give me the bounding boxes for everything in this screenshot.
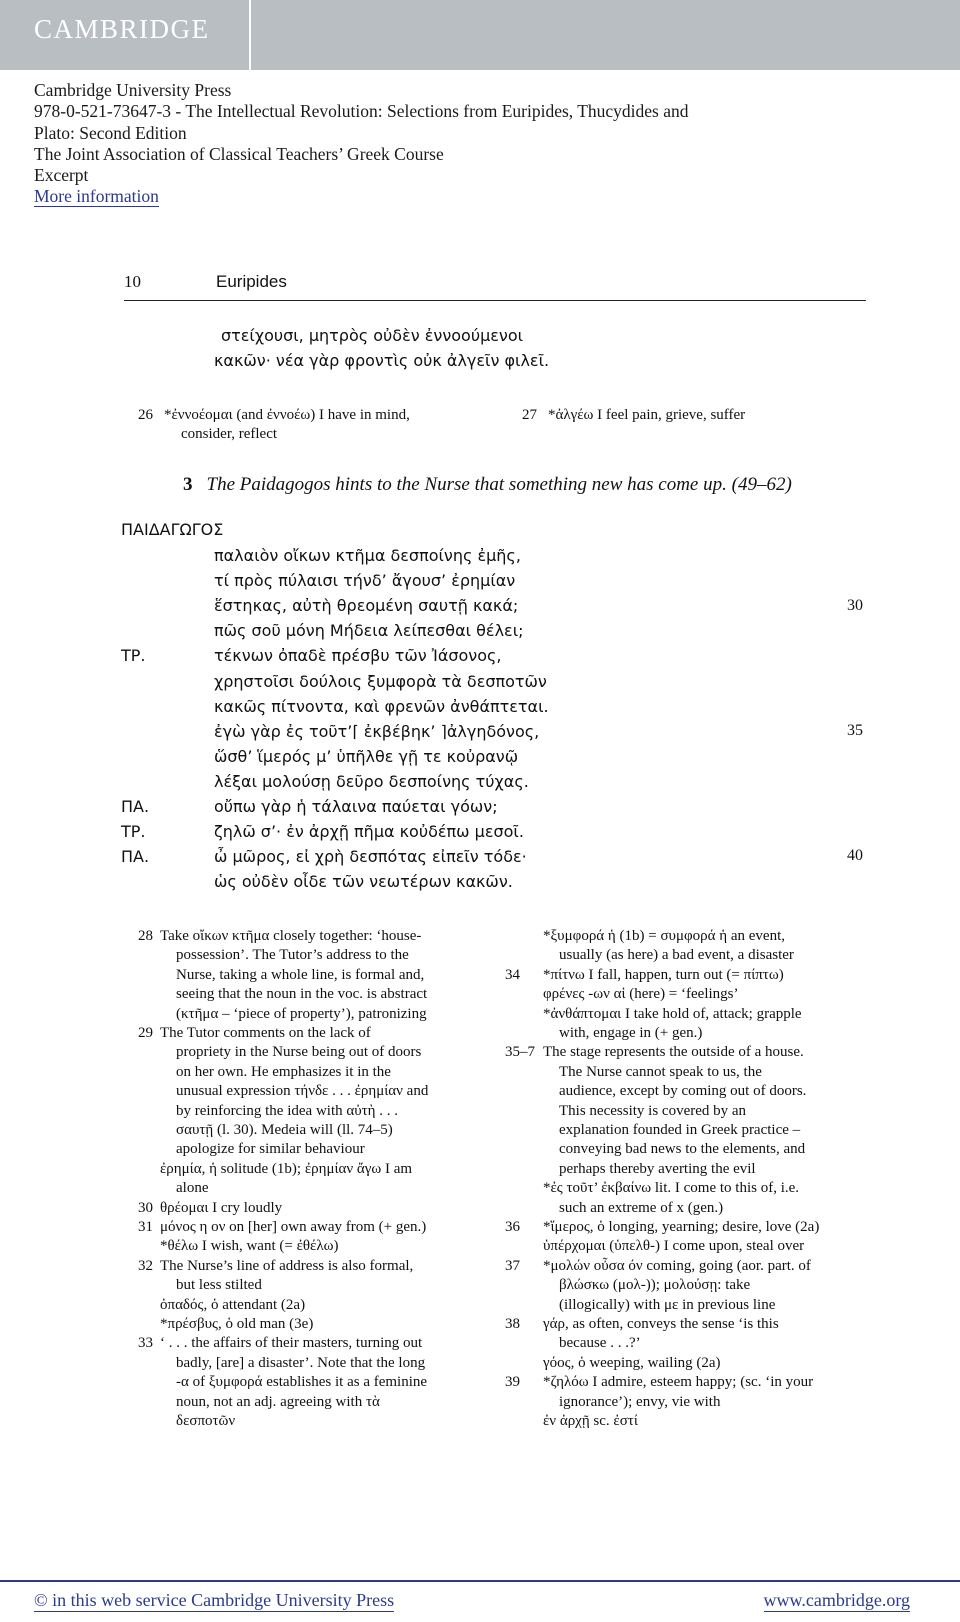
- note-text: noun, not an adj. agreeing with τὰ: [176, 1393, 380, 1410]
- note-text: The Nurse’s line of address is also formal,: [160, 1257, 414, 1274]
- note-text: apologize for similar behaviour: [176, 1141, 365, 1158]
- note-text: ὀπαδός, ὁ attendant (2a): [160, 1296, 306, 1313]
- line-number: 30: [847, 597, 863, 614]
- section-heading: 3 The Paidagogos hints to the Nurse that something new has come up. (49–62): [183, 474, 792, 495]
- note-text: *ἵμερος, ὁ longing, yearning; desire, love (2a): [543, 1219, 820, 1235]
- book-metadata: [34, 80, 689, 208]
- note-text: γάρ, as often, conveys the sense ‘is this: [543, 1316, 779, 1332]
- note-text: possession’. The Tutor’s address to the: [176, 947, 409, 964]
- isbn-title: 978-0-521-73647-3 - The Intellectual Revolution: Selections from Euripides, Thucydides and: [34, 101, 689, 122]
- publisher: Cambridge University Press: [34, 80, 232, 100]
- note-text: The Tutor comments on the lack of: [160, 1025, 371, 1041]
- note-number: 39: [505, 1374, 520, 1391]
- speaker-paidagogos: ΠΑ.: [121, 797, 150, 816]
- copyright-link[interactable]: © in this web service Cambridge University Press: [34, 1590, 395, 1610]
- footer-rule: [0, 1580, 960, 1582]
- note-number: 34: [505, 966, 520, 983]
- note-text: βλώσκω (μολ-)); μολούσῃ: take: [559, 1277, 751, 1294]
- note-text: μόνος η ον on [her] own away from (+ gen.): [160, 1219, 427, 1235]
- note-text: audience, except by coming out of doors.: [559, 1083, 807, 1100]
- verse-line: χρηστοῖσι δούλοις ξυμφορὰ τὰ δεσποτῶν: [214, 671, 547, 691]
- note-text: *ζηλόω I admire, esteem happy; (sc. ‘in your: [543, 1374, 814, 1391]
- note-text: seeing that the noun in the voc. is abstract: [176, 986, 428, 1003]
- note-text: This necessity is covered by an: [559, 1102, 747, 1119]
- note-text: usually (as here) a bad event, a disaster: [559, 947, 794, 964]
- note-number: 31: [138, 1219, 153, 1235]
- note-text: on her own. He emphasizes it in the: [176, 1063, 391, 1080]
- speaker-paidagogos: ΠΑ.: [121, 847, 150, 866]
- running-head: [124, 272, 866, 301]
- verse-line: κακῶς πίτνοντα, καὶ φρενῶν ἀνθάπτεται.: [214, 696, 549, 716]
- verse-line: οὔπω γὰρ ἡ τάλαινα παύεται γόων;: [214, 797, 498, 816]
- note-text: ἐρημία, ἡ solitude (1b); ἐρημίαν ἄγω I am: [160, 1160, 413, 1177]
- note-text: with, engage in (+ gen.): [559, 1025, 703, 1041]
- verse-line: τέκνων ὀπαδὲ πρέσβυ τῶν Ἰάσονος,: [214, 646, 502, 666]
- note-text: but less stilted: [176, 1277, 262, 1294]
- verse-line: τί πρὸς πύλαισι τήνδ’ ἄγουσ’ ἐρημίαν: [214, 571, 516, 591]
- verse-line: ὦ μῶρος, εἰ χρὴ δεσπότας εἰπεῖν τόδε·: [214, 847, 527, 867]
- speaker-trophos: ΤΡ.: [121, 646, 146, 665]
- verse-line: λέξαι μολούσῃ δεῦρο δεσποίνης τύχας.: [214, 771, 529, 791]
- note-text: *πρέσβυς, ὁ old man (3e): [160, 1316, 314, 1332]
- note-26: 26 *ἐννοέομαι (and ἐννοέω) I have in mind, consider, reflect: [138, 407, 410, 443]
- note-number: 37: [505, 1257, 520, 1274]
- note-text: ignorance’); envy, vie with: [559, 1393, 721, 1410]
- verse-line: παλαιὸν οἴκων κτῆμα δεσποίνης ἐμῆς,: [214, 546, 521, 565]
- note-text: (illogically) with με in previous line: [559, 1296, 776, 1313]
- note-text: because . . .?’: [559, 1335, 641, 1352]
- note-number: 38: [505, 1316, 520, 1332]
- note-number: 28: [138, 928, 153, 944]
- note-text: -α of ξυμφορά establishes it as a feminine: [176, 1374, 428, 1391]
- note-text: perhaps thereby averting the evil: [559, 1160, 756, 1177]
- note-text: Nurse, taking a whole line, is formal and,: [176, 966, 425, 983]
- note-number: 30: [138, 1199, 153, 1216]
- note-text: γόος, ὁ weeping, wailing (2a): [543, 1354, 721, 1371]
- note-text: such an extreme of x (gen.): [559, 1199, 724, 1216]
- verse-line: πῶς σοῦ μόνη Μήδεια λείπεσθαι θέλει;: [214, 621, 524, 641]
- note-text: *ἐς τοῦτ’ ἐκβαίνω lit. I come to this of, i.e.: [543, 1180, 800, 1197]
- note-text: conveying bad news to the elements, and: [559, 1141, 806, 1158]
- note-text: ὑπέρχομαι (ὑπελθ-) I come upon, steal over: [543, 1238, 805, 1255]
- cambridge-logo: CAMBRIDGE: [34, 14, 210, 44]
- note-text: The stage represents the outside of a house.: [543, 1044, 804, 1061]
- more-information-link[interactable]: More information: [34, 186, 159, 207]
- intro-verse: κακῶν· νέα γὰρ φροντὶς οὐκ ἀλγεῖν φιλεῖ.: [214, 351, 550, 370]
- speaker-paidagogos: ΠΑΙΔΑΓΩΓΟΣ: [121, 520, 224, 539]
- note-text: δεσποτῶν: [176, 1413, 236, 1429]
- header-divider: [249, 0, 251, 70]
- intro-verse: στείχουσι, μητρὸς οὐδὲν ἐννοούμενοι: [221, 326, 524, 345]
- verse-line: ἐγὼ γὰρ ἐς τοῦτ’⌈ ἐκβέβηκ’ ⌉ἀλγηδόνος,: [214, 721, 540, 741]
- note-text: *μολών οὖσα όν coming, going (aor. part. of: [543, 1257, 811, 1274]
- verse-line: ὥσθ’ ἵμερός μ’ ὑπῆλθε γῇ τε κοὐρανῷ: [214, 746, 519, 766]
- note-number: 36: [505, 1219, 520, 1235]
- footer: [0, 1580, 960, 1622]
- note-text: unusual expression τήνδε . . . ἐρημίαν and: [176, 1083, 429, 1100]
- header-band: [0, 0, 960, 70]
- line-number: 35: [847, 722, 863, 739]
- line-number: 40: [847, 847, 863, 864]
- excerpt-label: Excerpt: [34, 165, 89, 186]
- note-text: *θέλω I wish, want (= ἐθέλω): [160, 1238, 339, 1255]
- note-text: propriety in the Nurse being out of doors: [176, 1044, 422, 1061]
- note-number: 29: [138, 1025, 153, 1041]
- verse-line: ἕστηκας, αὐτὴ θρεομένη σαυτῇ κακά;: [214, 596, 519, 616]
- note-text: *ἀνθάπτομαι I take hold of, attack; grapple: [543, 1005, 802, 1022]
- title-continued: Plato: Second Edition: [34, 122, 187, 143]
- note-text: by reinforcing the idea with αὐτὴ . . .: [176, 1102, 399, 1119]
- verse-line: ὡς οὐδὲν οἶδε τῶν νεωτέρων κακῶν.: [214, 872, 513, 892]
- note-text: ‘ . . . the affairs of their masters, turning out: [160, 1335, 423, 1352]
- page-number: 10: [124, 272, 141, 291]
- running-title: Euripides: [216, 272, 287, 291]
- note-text: *πίτνω I fall, happen, turn out (= πίπτω): [543, 966, 784, 983]
- note-text: Take οἴκων κτῆμα closely together: ‘house-: [160, 928, 422, 944]
- website-link[interactable]: www.cambridge.org: [763, 1590, 910, 1610]
- note-text: explanation founded in Greek practice –: [559, 1122, 801, 1138]
- note-text: θρέομαι I cry loudly: [160, 1199, 283, 1216]
- note-text: The Nurse cannot speak to us, the: [559, 1063, 762, 1080]
- note-text: *ξυμφορά ἡ (1b) = συμφορά ἡ an event,: [543, 928, 785, 944]
- note-number: 35–7: [505, 1044, 535, 1061]
- author: The Joint Association of Classical Teachers’ Greek Course: [34, 143, 444, 164]
- note-text: (κτῆμα – ‘piece of property’), patronizing: [176, 1005, 427, 1022]
- note-text: badly, [are] a disaster’. Note that the long: [176, 1354, 426, 1371]
- note-text: φρένες -ων αἱ (here) = ‘feelings’: [543, 986, 739, 1003]
- verse-line: ζηλῶ σ’· ἐν ἀρχῇ πῆμα κοὐδέπω μεσοῖ.: [214, 822, 524, 842]
- speaker-trophos: ΤΡ.: [121, 822, 146, 841]
- note-number: 33: [138, 1335, 153, 1352]
- note-number: 32: [138, 1257, 153, 1274]
- note-text: ἐν ἀρχῇ sc. ἐστί: [543, 1413, 638, 1429]
- note-text: alone: [176, 1180, 209, 1197]
- note-text: σαυτῇ (l. 30). Medeia will (ll. 74–5): [176, 1122, 393, 1138]
- note-27: 27 *ἀλγέω I feel pain, grieve, suffer: [522, 407, 746, 423]
